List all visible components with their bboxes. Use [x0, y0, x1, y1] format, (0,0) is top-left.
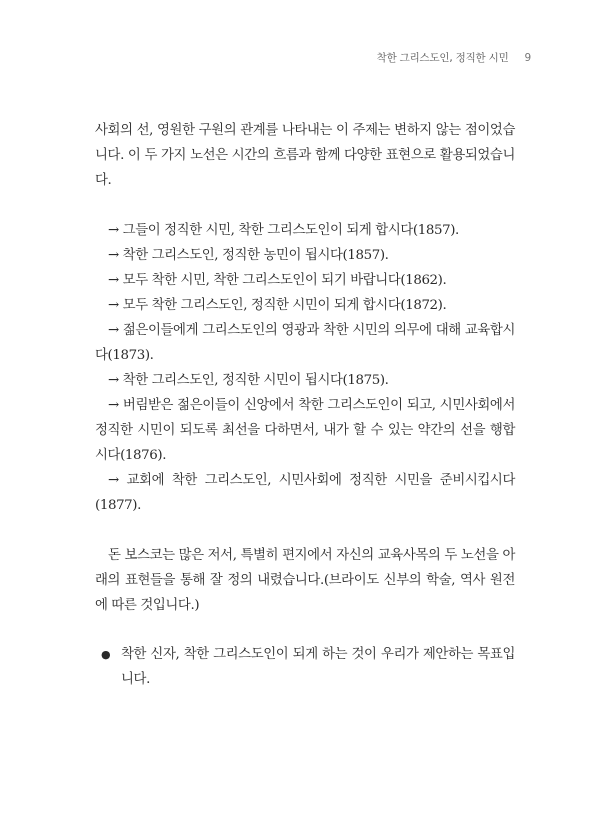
bullet-text: 착한 신자, 착한 그리스도인이 되게 하는 것이 우리가 제안하는 목표입니다. [121, 647, 515, 687]
quote-1876: → 버림받은 젊은이들이 신앙에서 착한 그리스도인이 되고, 시민사회에서 정직한 시민이 되도록 최선을 다하면서, 내가 할 수 있는 약간의 선을 행합시다(1876). [95, 398, 515, 463]
quote-1875: → 착한 그리스도인, 정직한 시민이 됩시다(1875). [108, 373, 389, 388]
quote-1857-b: → 착한 그리스도인, 정직한 농민이 됩시다(1857). [108, 248, 389, 263]
page-number: 9 [524, 52, 531, 64]
quote-1872: → 모두 착한 그리스도인, 정직한 시민이 되게 합시다(1872). [108, 298, 447, 313]
running-title: 착한 그리스도인, 정직한 시민 [376, 52, 509, 64]
quote-1857-a: → 그들이 정직한 시민, 착한 그리스도인이 되게 합시다(1857). [108, 223, 459, 238]
page-body [95, 118, 515, 692]
quote-1873: → 젊은이들에게 그리스도인의 영광과 착한 시민의 의무에 대해 교육합시다(1873). [95, 323, 515, 363]
bullet-dot-icon: ● [101, 648, 111, 661]
intro-paragraph: 사회의 선, 영원한 구원의 관계를 나타내는 이 주제는 변하지 않는 점이었습니다. 이 두 가지 노선은 시간의 흐름과 함께 다양한 표현으로 활용되었습니다. [95, 123, 515, 188]
quote-1862: → 모두 착한 시민, 착한 그리스도인이 되기 바랍니다(1862). [108, 273, 447, 288]
closing-paragraph: 돈 보스코는 많은 저서, 특별히 편지에서 자신의 교육사목의 두 노선을 아래의 표현들을 통해 잘 정의 내렸습니다.(브라이도 신부의 학술, 역사 원전에 따른 것입니다.) [95, 548, 515, 613]
quote-1877: → 교회에 착한 그리스도인, 시민사회에 정직한 시민을 준비시킵시다(1877). [95, 473, 515, 513]
running-header [377, 50, 531, 65]
bullet-item [95, 642, 515, 692]
